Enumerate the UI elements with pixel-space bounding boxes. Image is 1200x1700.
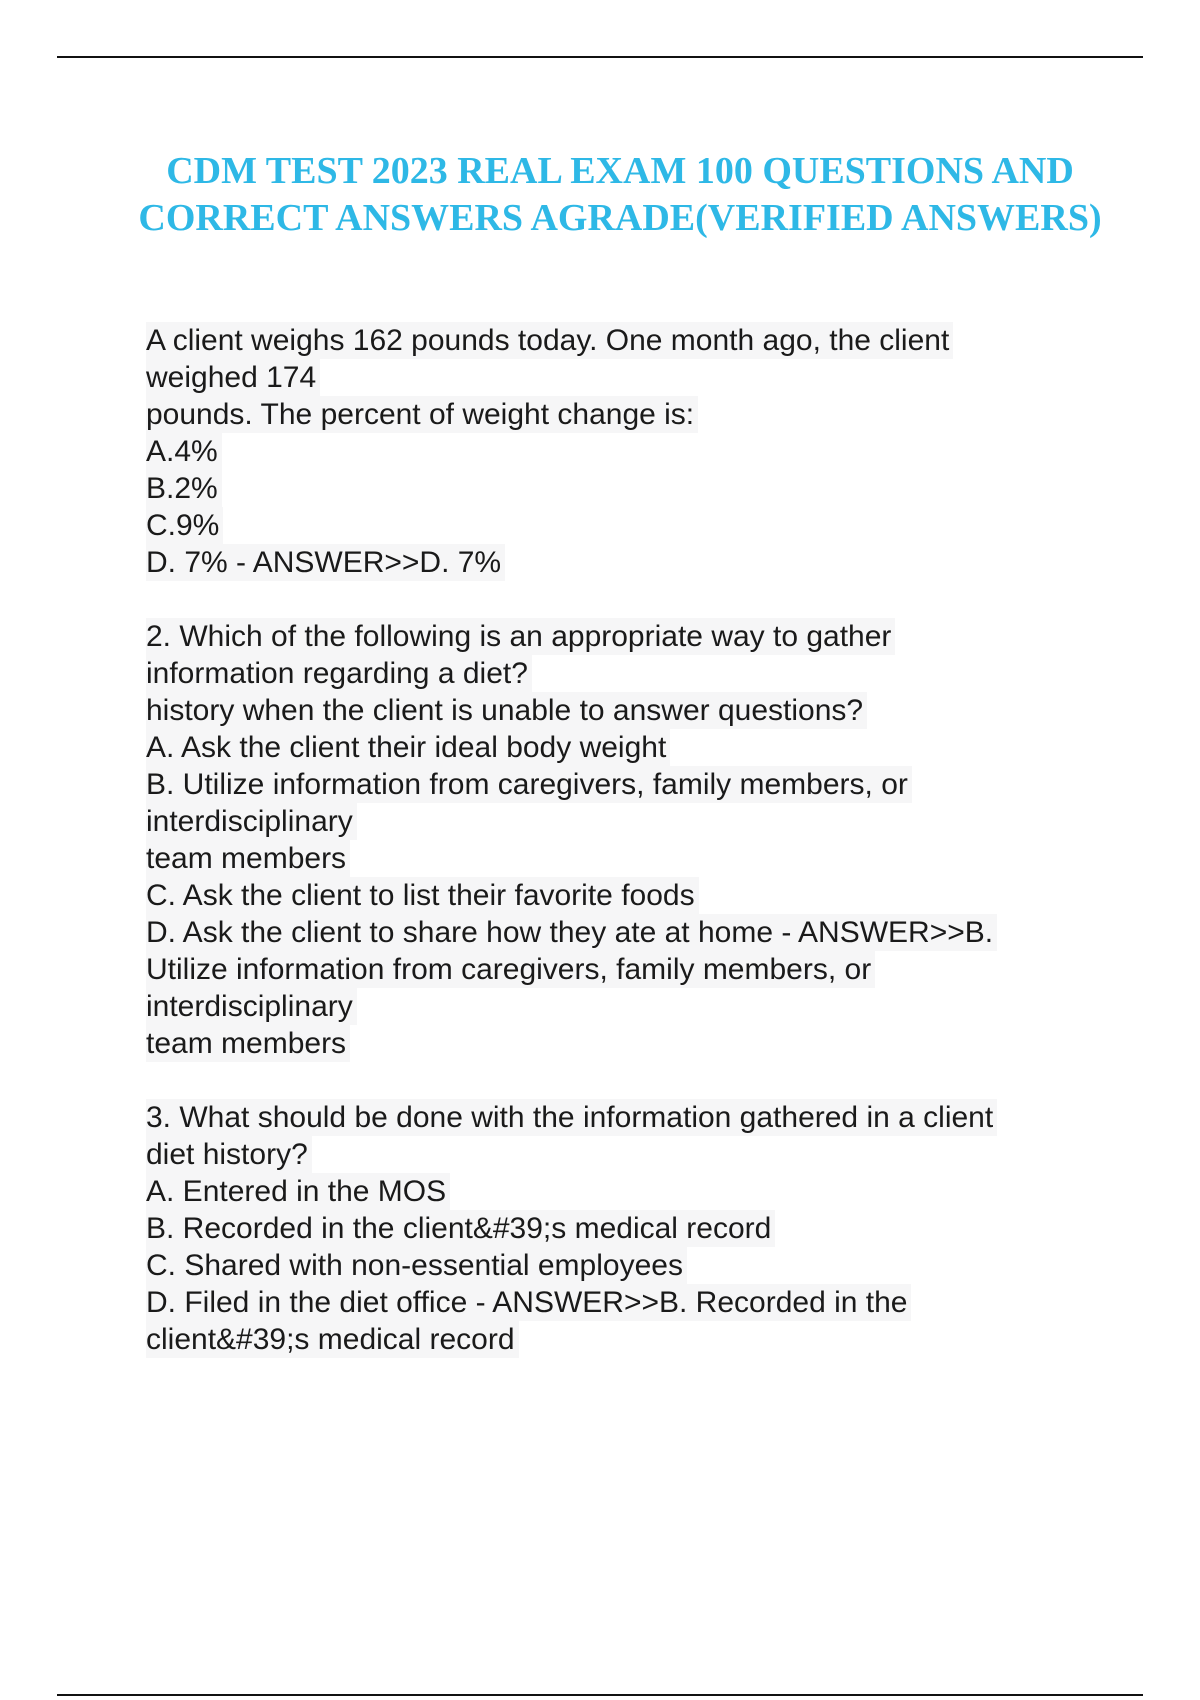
question-1-option-d-answer: D. 7% - ANSWER>>D. 7% <box>146 544 505 581</box>
question-1-line: pounds. The percent of weight change is: <box>146 396 698 433</box>
question-2-option-b: B. Utilize information from caregivers, family members, or <box>146 766 912 803</box>
top-divider <box>57 56 1143 58</box>
question-2-line: information regarding a diet? <box>146 655 532 692</box>
document-title: CDM TEST 2023 REAL EXAM 100 QUESTIONS AND CORRECT ANSWERS AGRADE(VERIFIED ANSWERS) <box>138 150 1102 239</box>
question-2-answer: Utilize information from caregivers, family members, or <box>146 951 875 988</box>
question-2-option-b: team members <box>146 840 350 877</box>
question-1-option-c: C.9% <box>146 507 223 544</box>
question-1-option-a: A.4% <box>146 433 222 470</box>
question-1-line: A client weighs 162 pounds today. One month ago, the client <box>146 322 953 359</box>
question-3-option-b: B. Recorded in the client&#39;s medical record <box>146 1210 775 1247</box>
question-3-line: diet history? <box>146 1136 312 1173</box>
question-2-option-b: interdisciplinary <box>146 803 357 840</box>
question-1 <box>146 322 1096 581</box>
question-2-option-c: C. Ask the client to list their favorite foods <box>146 877 699 914</box>
question-2-line: 2. Which of the following is an appropriate way to gather <box>146 618 895 655</box>
question-3-option-a: A. Entered in the MOS <box>146 1173 450 1210</box>
question-2-answer: interdisciplinary <box>146 988 357 1025</box>
bottom-divider <box>57 1694 1143 1696</box>
question-2-line: history when the client is unable to answer questions? <box>146 692 867 729</box>
question-2-answer: team members <box>146 1025 350 1062</box>
question-3-line: 3. What should be done with the information gathered in a client <box>146 1099 997 1136</box>
question-2-option-a: A. Ask the client their ideal body weight <box>146 729 670 766</box>
question-2 <box>146 618 1096 1062</box>
question-3-option-c: C. Shared with non-essential employees <box>146 1247 687 1284</box>
questions-container <box>146 322 1096 1395</box>
question-3-answer: client&#39;s medical record <box>146 1321 519 1358</box>
question-1-option-b: B.2% <box>146 470 222 507</box>
question-3-option-d-answer: D. Filed in the diet office - ANSWER>>B. Recorded in the <box>146 1284 911 1321</box>
question-3 <box>146 1099 1096 1358</box>
question-1-line: weighed 174 <box>146 359 320 396</box>
question-2-option-d-answer: D. Ask the client to share how they ate at home - ANSWER>>B. <box>146 914 997 951</box>
